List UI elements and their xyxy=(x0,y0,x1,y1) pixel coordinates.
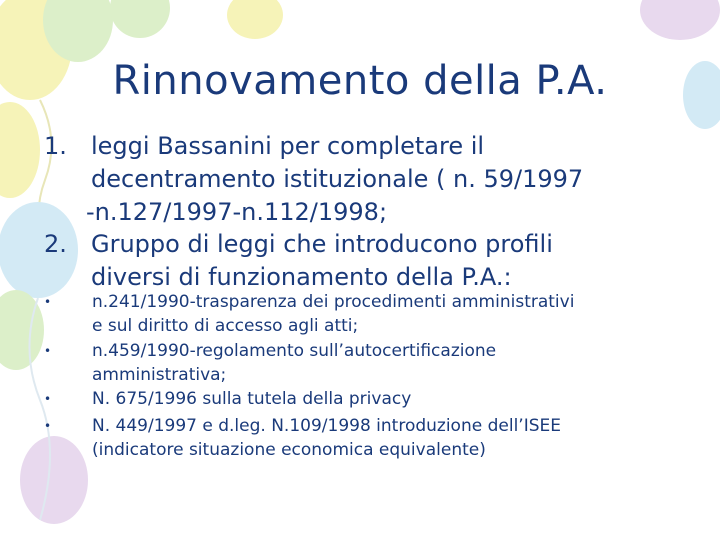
item-line: n.459/1990-regolamento sull’autocertificazione xyxy=(92,341,497,361)
item-text xyxy=(86,130,691,229)
item-line: N. 675/1996 sulla tutela della privacy xyxy=(92,389,412,409)
slide-title: Rinnovamento della P.A. xyxy=(112,58,608,104)
item-line: (indicatore situazione economica equivalente) xyxy=(92,440,486,460)
item-text xyxy=(92,290,682,338)
item-line: N. 449/1997 e d.leg. N.109/1998 introduzione dell’ISEE xyxy=(92,416,561,436)
bullet-marker: • xyxy=(44,295,52,309)
balloon-green-3 xyxy=(110,0,170,38)
balloon-lilac-2 xyxy=(640,0,720,40)
balloon-yellow-2 xyxy=(0,102,40,198)
item-text xyxy=(91,228,691,294)
balloon-lilac-1 xyxy=(20,436,88,524)
item-marker: 2. xyxy=(44,230,67,258)
item-text xyxy=(92,387,682,411)
item-line: leggi Bassanini per completare il xyxy=(91,132,485,160)
item-line: e sul diritto di accesso agli atti; xyxy=(92,316,359,336)
item-line: diversi di funzionamento della P.A.: xyxy=(91,263,512,291)
bullet-marker: • xyxy=(44,419,52,433)
item-line: decentramento istituzionale ( n. 59/1997 xyxy=(91,165,584,193)
item-line: -n.127/1997-n.112/1998; xyxy=(86,198,388,226)
balloon-yellow-3 xyxy=(227,0,283,39)
item-text xyxy=(92,339,682,387)
item-marker: 1. xyxy=(44,132,67,160)
bullet-marker: • xyxy=(44,392,52,406)
item-line: Gruppo di leggi che introducono profili xyxy=(91,230,553,258)
item-text xyxy=(92,414,682,462)
item-line: amministrativa; xyxy=(92,365,227,385)
bullet-marker: • xyxy=(44,344,52,358)
item-line: n.241/1990-trasparenza dei procedimenti amministrativi xyxy=(92,292,575,312)
